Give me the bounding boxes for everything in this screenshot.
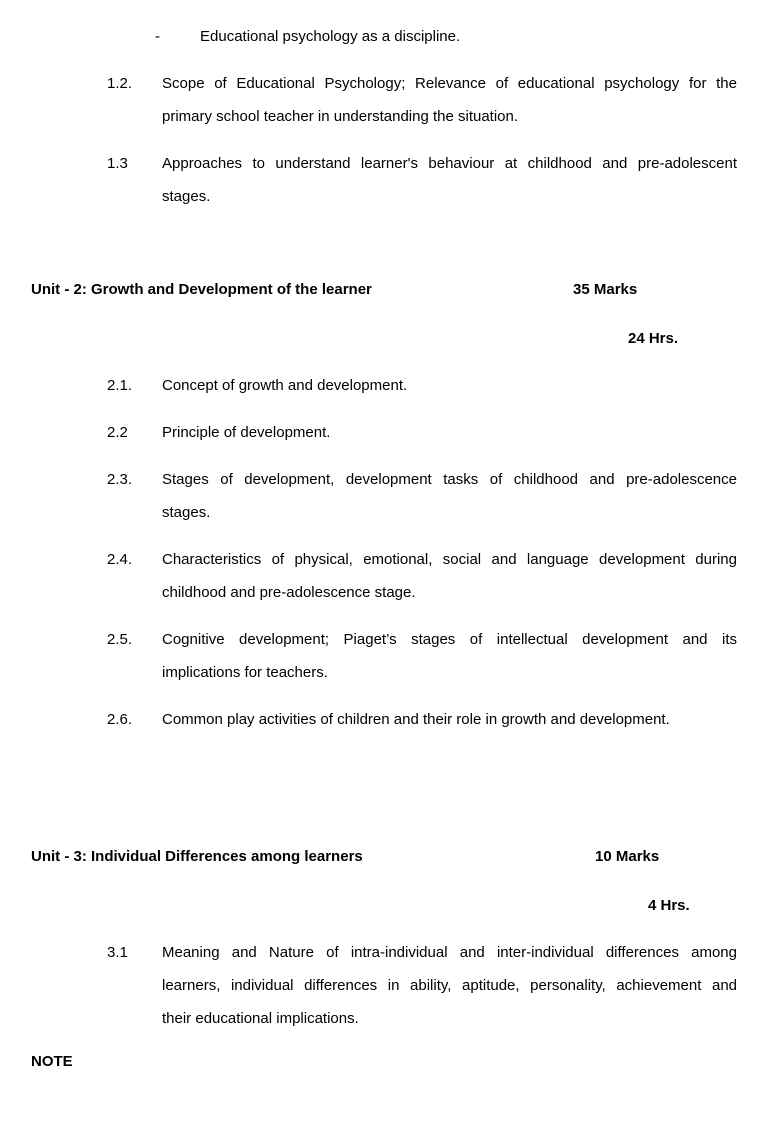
- item-number: 2.6.: [107, 711, 133, 728]
- unit2-hours: 24 Hrs.: [628, 330, 679, 347]
- item-number: 3.1: [107, 944, 128, 961]
- item-line: primary school teacher in understanding the situation.: [162, 108, 519, 125]
- item-text: [162, 67, 737, 133]
- item-text: [162, 147, 737, 213]
- bullet-item-text: Educational psychology as a discipline.: [200, 28, 461, 45]
- unit3-heading: Unit - 3: Individual Differences among learners: [31, 848, 363, 865]
- item-line: stages.: [162, 188, 211, 205]
- bullet-item: [155, 20, 777, 53]
- syllabus-item: [107, 703, 777, 736]
- bullet-dash-marker: -: [155, 28, 160, 45]
- item-number: 2.3.: [107, 471, 133, 488]
- item-text: [162, 369, 737, 402]
- item-text: [162, 936, 737, 1035]
- unit2-items-section: [0, 369, 777, 736]
- item-number: 2.4.: [107, 551, 133, 568]
- item-number: 2.5.: [107, 631, 133, 648]
- unit2-marks: 35 Marks: [573, 281, 638, 298]
- item-line: stages.: [162, 504, 211, 521]
- item-text: [162, 703, 737, 736]
- item-number: 1.2.: [107, 75, 133, 92]
- syllabus-item: [107, 936, 777, 1035]
- syllabus-item: [107, 416, 777, 449]
- item-line: Meaning and Nature of intra-individual and inter-individual differences among: [162, 944, 737, 961]
- item-line: learners, individual differences in ability, aptitude, personality, achievement and: [162, 977, 737, 994]
- syllabus-item: [107, 543, 777, 609]
- unit2-heading-row: [31, 273, 777, 306]
- unit3-heading-row: [31, 840, 777, 873]
- note-heading: NOTE: [31, 1053, 73, 1070]
- item-text: [162, 623, 737, 689]
- unit2-heading: Unit - 2: Growth and Development of the learner: [31, 281, 372, 298]
- item-number: 1.3: [107, 155, 128, 172]
- item-line: Common play activities of children and their role in growth and development.: [162, 711, 670, 728]
- item-line: Cognitive development; Piaget’s stages of intellectual development and its: [162, 631, 737, 648]
- item-text: [162, 543, 737, 609]
- syllabus-item: [107, 623, 777, 689]
- item-line: childhood and pre-adolescence stage.: [162, 584, 416, 601]
- item-line: Stages of development, development tasks of childhood and pre-adolescence: [162, 471, 737, 488]
- unit1-items-section: [0, 67, 777, 213]
- unit3-hours: 4 Hrs.: [648, 897, 690, 914]
- item-line: Scope of Educational Psychology; Relevance of educational psychology for the: [162, 75, 737, 92]
- item-line: Concept of growth and development.: [162, 377, 408, 394]
- item-number: 2.2: [107, 424, 128, 441]
- item-line: Principle of development.: [162, 424, 331, 441]
- item-line: implications for teachers.: [162, 664, 328, 681]
- item-text: [162, 416, 737, 449]
- syllabus-item: [107, 463, 777, 529]
- syllabus-item: [107, 67, 777, 133]
- unit3-items-section: [0, 936, 777, 1035]
- syllabus-item: [107, 369, 777, 402]
- item-line: Approaches to understand learner's behaviour at childhood and pre-adolescent: [162, 155, 737, 172]
- unit3-marks: 10 Marks: [595, 848, 660, 865]
- item-number: 2.1.: [107, 377, 133, 394]
- item-text: [162, 463, 737, 529]
- item-line: their educational implications.: [162, 1010, 359, 1027]
- syllabus-item: [107, 147, 777, 213]
- item-line: Characteristics of physical, emotional, social and language development during: [162, 551, 737, 568]
